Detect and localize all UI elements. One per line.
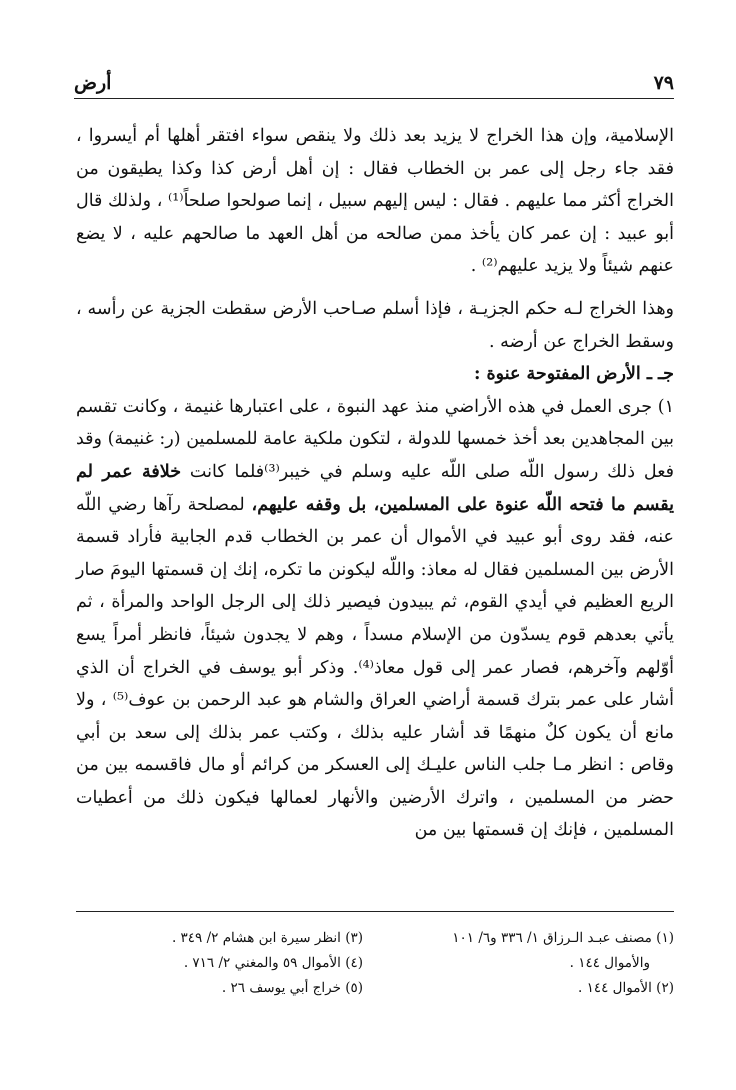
page-header	[74, 68, 674, 99]
paragraph-2: وهذا الخراج لـه حكم الجزيـة ، فإذا أسلم صـاحب الأرض سقطت الجزية عن رأسه ، وسقط الخراج عن أرضه .	[76, 298, 674, 352]
running-title: أرض	[74, 72, 112, 94]
footnotes-left-column	[76, 926, 363, 1001]
footnote-divider	[76, 911, 674, 912]
footnote-1-continued: والأموال ١٤٤ .	[569, 955, 650, 971]
page-number: ٧٩	[653, 72, 674, 94]
footnote-2: (٢) الأموال ١٤٤ .	[578, 980, 674, 996]
paragraph-3	[76, 391, 674, 847]
paragraph-1: الإسلامية، وإن هذا الخراج لا يزيد بعد ذلك ولا ينقص سواء افتقر أهلها أم أيسروا ، فقد جاء رجل إلى عمر بن الخطاب فقال : إن أهل أرض كذا وكذا يطيقون من الخراج أكثر مما عليهم . فقال : ليس إليهم سبيل ، إنما صولحوا صلحاً⁽¹⁾ ، ولذلك قال أبو عبيد : إن عمر كان يأخذ ممن صالحه من أهل العهد ما صالحهم عليه ، لا يضع عنهم شيئاً ولا يزيد عليهم⁽²⁾ .	[76, 126, 674, 277]
paragraph-3-start: ١) جرى العمل في هذه الأراضي منذ عهد النبوة ، على اعتبارها غنيمة ، وكانت تقسم بين المجاهدين بعد أخذ خمسها للدولة ، لتكون ملكية عامة للمسلمين (ر: غنيمة) وقد فعل ذلك رسول اللّه صلى اللّه عليه وسلم في خيبر⁽³⁾فلما كانت	[76, 396, 674, 482]
footnote-1: (١) مصنف عبـد الـرزاق ١/ ٣٣٦ و٦/ ١٠١	[452, 930, 674, 946]
paragraph-3-end: لمصلحة رآها رضي اللّه عنه، فقد روى أبو عبيد في الأموال أن عمر بن الخطاب قدم الجابية فأراد قسمة الأرض بين المسلمين فقال له معاذ: واللّه ليكونن ما تكره، إنك إن قسمتها اليومَ صار الريع العظيم في أيدي القوم، ثم يبيدون فيصير ذلك إلى الرجل الواحد والمرأة ، ثم يأتي بعدهم قوم يسدّون من الإسلام مسداً ، وهم لا يجدون شيئاً، فانظر أمراً يسع أوّلهم وآخرهم، فصار عمر إلى قول معاذ⁽⁴⁾. وذكر أبو يوسف في الخراج أن الذي أشار على عمر بترك قسمة أراضي العراق والشام هو عبد الرحمن بن عوف⁽⁵⁾ ، ولا مانع أن يكون كلٌ منهمًا قد أشار عليه بذلك ، وكتب عمر بذلك إلى سعد بن أبي وقاص : انظر مـا جلب الناس عليـك إلى العسكر من كرائم أو مال فاقسمه بين من حضر من المسلمين ، واترك الأرضين والأنهار لعمالها فيكون ذلك من أعطيات المسلمين ، فإنك إن قسمتها بين من	[76, 494, 674, 841]
body-text	[76, 120, 674, 847]
footnote-4: (٤) الأموال ٥٩ والمغني ٢/ ٧١٦ .	[183, 955, 364, 971]
paragraph-3-bold: خلافة عمر لم يقسم ما فتحه اللّه عنوة على المسلمين، بل وقفه عليهم،	[76, 461, 674, 515]
footnote-5: (٥) خراج أبي يوسف ٢٦ .	[221, 980, 364, 996]
footnotes-right-column	[387, 926, 674, 1001]
section-heading: جـ ـ الأرض المفتوحة عنوة :	[473, 364, 674, 385]
footnote-3: (٣) انظر سيرة ابن هشام ٢/ ٣٤٩ .	[171, 930, 364, 946]
